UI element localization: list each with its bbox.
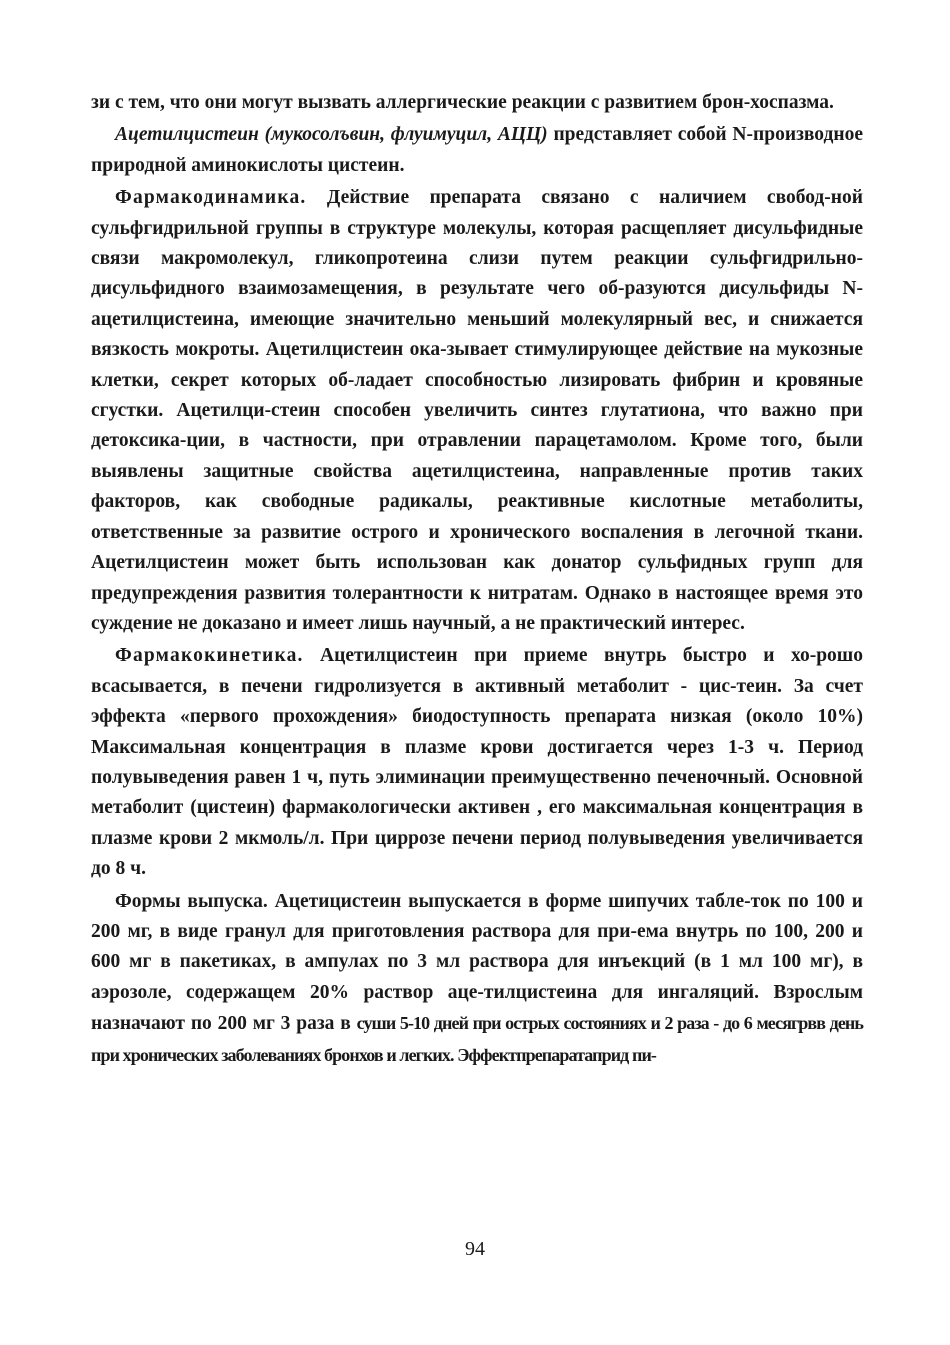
page-body	[91, 88, 863, 1071]
paragraph-pharmacokinetics	[91, 641, 863, 884]
paragraph-acetylcysteine-intro	[91, 120, 863, 181]
paragraph-text: Действие препарата связано с наличием свобод-ной сульфгидрильной группы в структуре молекулы, которая расщепляет дисульфидные связи макромолекул, гликопротеина слизи путем реакции сульфгидрильно-дисульфидного взаимозамещения, в результате чего об-разуются дисульфиды N-ацетилцистеина, имеющие значительно меньший молекулярный вес, и снижается вязкость мокроты. Ацетилцистеин ока-зывает стимулирующее действие на мукозные клетки, секрет которых об-ладает способностью лизировать фибрин и кровяные сгустки. Ацетилци-стеин способен увеличить синтез глутатиона, что важно при детоксика-ции, в частности, при отравлении парацетамолом. Кроме того, были выявлены защитные свойства ацетилцистеина, направленные против таких факторов, как свободные радикалы, реактивные кислотные метаболиты, ответственные за развитие острого и хронического воспаления в легочной ткани. Ацетилцистеин может быть использован как донатор сульфидных групп для предупреждения развития толерантности к нитратам. Однако в настоящее время это суждение не доказано и имеет лишь научный, а не практический интерес.	[91, 187, 863, 634]
paragraph-release-forms	[91, 887, 863, 1071]
section-heading: Фармакокинетика.	[115, 645, 304, 667]
paragraph-text: Ацетицистеин выпускается в форме шипучих табле-ток по 100 и 200 мг, в виде гранул для приготовления раствора для при-ема внутрь по 100, 200 и 600 мг в пакетиках, в ампулах по 3 мл раствора для инъекций (в 1 мл 100 мг), в аэрозоле, содержащем 20% раствор аце-тилцистеина для ингаляций. Взрослым назначают по 200 мг 3 раза в	[91, 890, 864, 1035]
page-number: 94	[465, 1238, 485, 1260]
section-heading: Формы выпуска.	[115, 890, 268, 912]
paragraph-text: представляет собой N-производное природной аминокислоты цистеин.	[91, 124, 863, 176]
paragraph-text-condensed: суши 5-10 дней при острых состояниях и 2 раза - до 6 месягрвв день при хронических заболеваниях бронхов и легких. Эффектпрепаратаприд пи-	[91, 1013, 863, 1065]
paragraph-text: Ацетилцистеин при приеме внутрь быстро и хо-рошо всасывается, в печени гидролизуется в активный метаболит - цис-теин. За счет эффекта «первого прохождения» биодоступность препарата низкая (около 10%) Максимальная концентрация в плазме крови достигается через 1-3 ч. Период полувыведения равен 1 ч, путь элиминации преимущественно печеночный. Основной метаболит (цистеин) фармакологически активен , его максимальная концентрация в плазме крови 2 мкмоль/л. При циррозе печени период полувыведения увеличивается до 8 ч.	[91, 645, 863, 880]
paragraph-continuation: зи с тем, что они могут вызвать аллергические реакции с развитием брон-хоспазма.	[91, 92, 834, 113]
paragraph-pharmacodynamics	[91, 183, 863, 639]
section-heading: Фармакодинамика.	[115, 187, 307, 209]
drug-names: Ацетилцистеин (мукосолъвин, флуимуцил, АЦЦ)	[115, 124, 548, 146]
